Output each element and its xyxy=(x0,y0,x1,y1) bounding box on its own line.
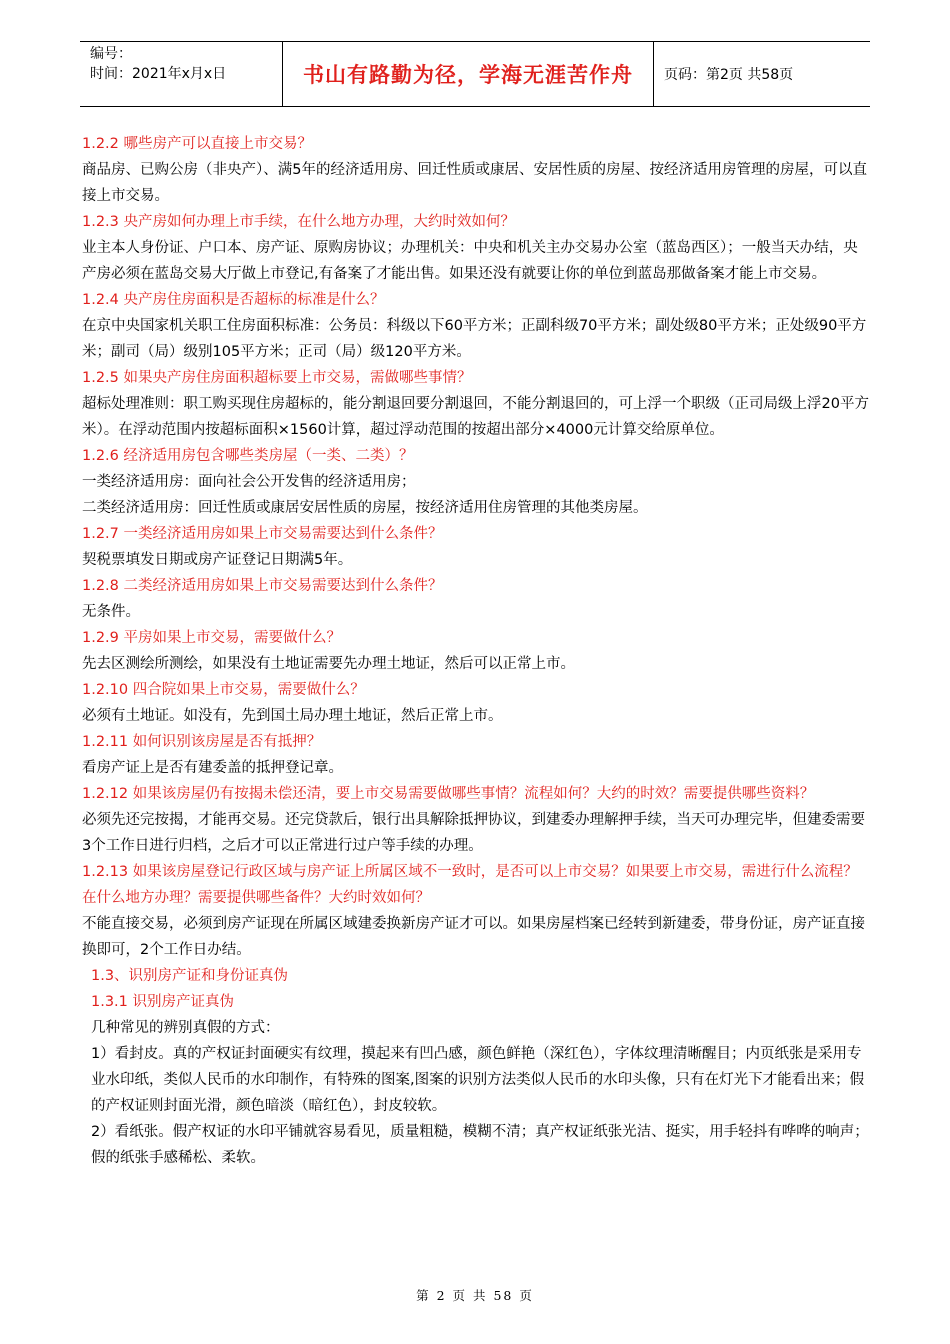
header-page-info: 页码：第2页 共58页 xyxy=(664,67,794,83)
date-label: 时间：2021年x月x日 xyxy=(90,66,227,82)
question-heading: 1.2.10 四合院如果上市交易，需要做什么？ xyxy=(82,682,365,698)
answer-text: 必须先还完按揭，才能再交易。还完贷款后，银行出具解除抵押协议，到建委办理解押手续，当天可办理完毕，但建委需要3个工作日进行归档，之后才可以正常进行过户等手续的办理。 xyxy=(82,812,865,854)
header-meta xyxy=(80,42,283,106)
question-heading: 1.2.7 一类经济适用房如果上市交易需要达到什么条件？ xyxy=(82,526,443,542)
question-heading: 1.2.3 央产房如何办理上市手续，在什么地方办理，大约时效如何？ xyxy=(82,214,516,230)
document-body xyxy=(82,131,872,1171)
question-heading: 1.2.8 二类经济适用房如果上市交易需要达到什么条件？ xyxy=(82,578,443,594)
question-heading: 1.2.11 如何识别该房屋是否有抵押？ xyxy=(82,734,322,750)
question-heading: 1.2.12 如果该房屋仍有按揭未偿还清，要上市交易需要做哪些事情？流程如何？大约的时效？需要提供哪些资料？ xyxy=(82,786,815,802)
section-paragraph: 1）看封皮。真的产权证封面硬实有纹理，摸起来有凹凸感，颜色鲜艳（深红色），字体纹理清晰醒目；内页纸张是采用专业水印纸，类似人民币的水印制作，有特殊的图案,图案的识别方法类似人民币的水印头像，只有在灯光下才能看出来；假的产权证则封面光滑，颜色暗淡（暗红色），封皮较软。 xyxy=(91,1046,865,1114)
answer-text: 二类经济适用房：回迁性质或康居安居性质的房屋，按经济适用住房管理的其他类房屋。 xyxy=(82,500,648,516)
question-heading: 1.2.5 如果央产房住房面积超标要上市交易，需做哪些事情？ xyxy=(82,370,472,386)
page-header xyxy=(80,41,870,107)
page-footer: 第 2 页 共 58 页 xyxy=(416,1288,534,1303)
answer-text: 看房产证上是否有建委盖的抵押登记章。 xyxy=(82,760,343,776)
number-label: 编号： xyxy=(90,46,132,62)
section-title: 1.3、识别房产证和身份证真伪 xyxy=(91,968,289,984)
answer-text: 超标处理准则：职工购买现住房超标的，能分割退回要分割退回，不能分割退回的，可上浮一个职级（正司局级上浮20平方米）。在浮动范围内按超标面积×1560计算，超过浮动范围的按超出部分×4000元计算交给原单位。 xyxy=(82,396,869,438)
question-heading: 1.2.4 央产房住房面积是否超标的标准是什么？ xyxy=(82,292,385,308)
answer-text: 业主本人身份证、户口本、房产证、原购房协议；办理机关：中央和机关主办交易办公室（蓝岛西区）；一般当天办结，央产房必须在蓝岛交易大厅做上市登记,有备案了才能出售。如果还没有就要让你的单位到蓝岛那做备案才能上市交易。 xyxy=(82,240,858,282)
header-motto: 书山有路勤为径，学海无涯苦作舟 xyxy=(283,42,654,106)
answer-text: 一类经济适用房：面向社会公开发售的经济适用房； xyxy=(82,474,416,490)
answer-text: 不能直接交易，必须到房产证现在所属区域建委换新房产证才可以。如果房屋档案已经转到新建委，带身份证，房产证直接换即可，2个工作日办结。 xyxy=(82,916,865,958)
answer-text: 必须有土地证。如没有，先到国土局办理土地证，然后正常上市。 xyxy=(82,708,503,724)
answer-text: 商品房、已购公房（非央产）、满5年的经济适用房、回迁性质或康居、安居性质的房屋、按经济适用房管理的房屋，可以直接上市交易。 xyxy=(82,162,867,204)
answer-text: 无条件。 xyxy=(82,604,140,620)
section-subtitle: 1.3.1 识别房产证真伪 xyxy=(91,994,235,1010)
section-intro: 几种常见的辨别真假的方式： xyxy=(91,1020,280,1036)
question-heading: 1.2.9 平房如果上市交易，需要做什么？ xyxy=(82,630,342,646)
answer-text: 在京中央国家机关职工住房面积标准：公务员：科级以下60平方米；正副科级70平方米；副处级80平方米；正处级90平方米；副司（局）级别105平方米；正司（局）级120平方米。 xyxy=(82,318,867,360)
answer-text: 契税票填发日期或房产证登记日期满5年。 xyxy=(82,552,353,568)
section-paragraph: 2）看纸张。假产权证的水印平铺就容易看见，质量粗糙，模糊不清；真产权证纸张光洁、挺实，用手轻抖有哗哗的响声；假的纸张手感稀松、柔软。 xyxy=(91,1124,869,1166)
question-heading: 1.2.2 哪些房产可以直接上市交易？ xyxy=(82,136,313,152)
question-heading: 1.2.13 如果该房屋登记行政区域与房产证上所属区域不一致时，是否可以上市交易？如果要上市交易，需进行什么流程？在什么地方办理？需要提供哪些备件？大约时效如何？ xyxy=(82,864,858,906)
question-heading: 1.2.6 经济适用房包含哪些类房屋（一类、二类）？ xyxy=(82,448,414,464)
answer-text: 先去区测绘所测绘，如果没有土地证需要先办理土地证，然后可以正常上市。 xyxy=(82,656,575,672)
